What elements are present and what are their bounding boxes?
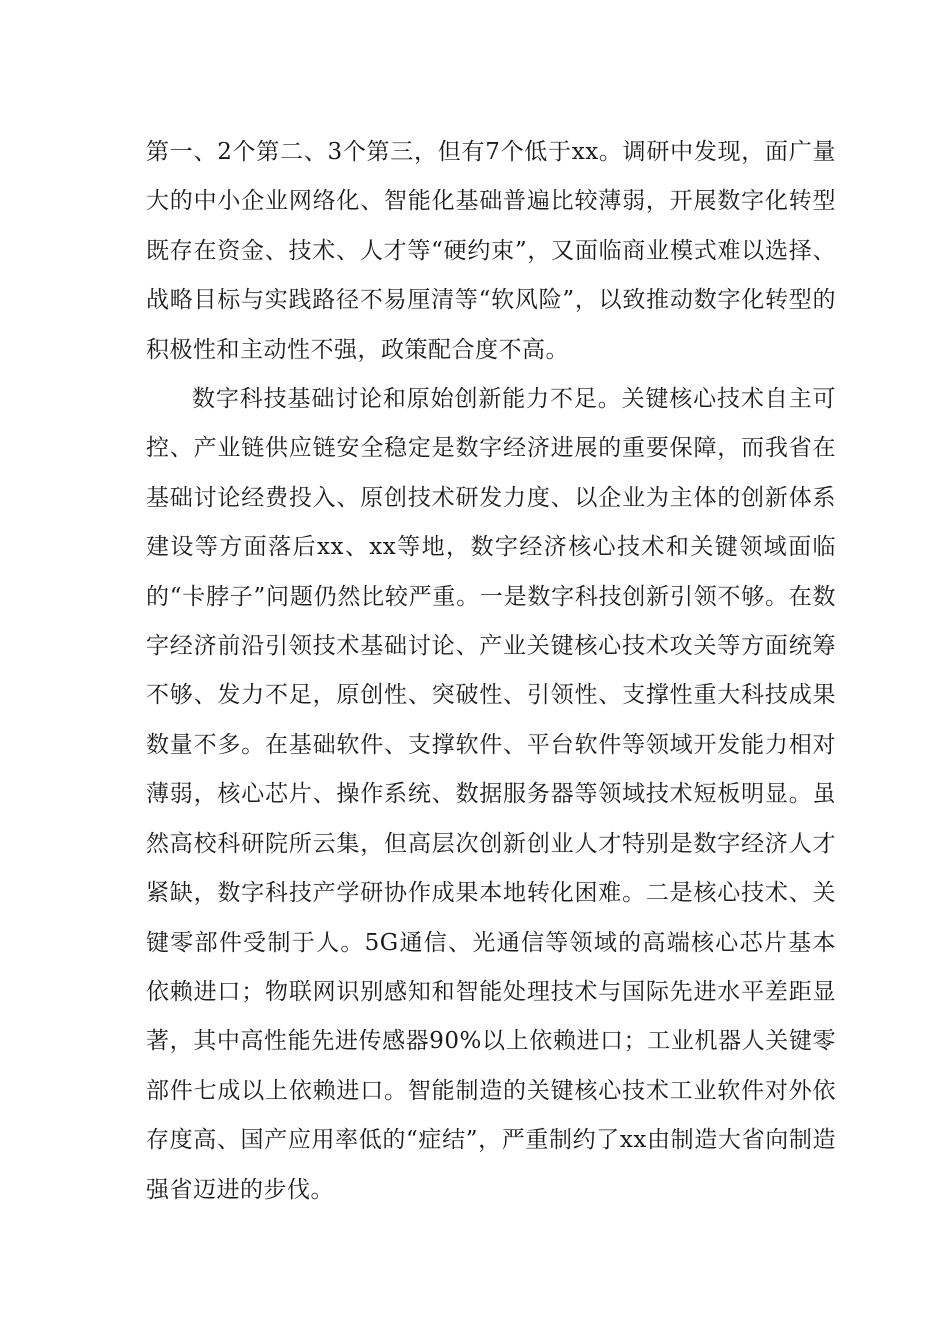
paragraph-1: 第一、2个第二、3个第三，但有7个低于xx。调研中发现，面广量大的中小企业网络化、智能化基础普遍比较薄弱，开展数字化转型既存在资金、技术、人才等“硬约束”，又面临商业模式难以选择、战略目标与实践路径不易厘清等“软风险”，以致推动数字化转型的积极性和主动性不强，政策配合度不高。 [146,139,836,363]
paragraph-2: 数字科技基础讨论和原始创新能力不足。关键核心技术自主可控、产业链供应链安全稳定是数字经济进展的重要保障，而我省在基础讨论经费投入、原创技术研发力度、以企业为主体的创新体系建设等方面落后xx、xx等地，数字经济核心技术和关键领域面临的“卡脖子”问题仍然比较严重。一是数字科技创新引领不够。在数字经济前沿引领技术基础讨论、产业关键核心技术攻关等方面统筹不够、发力不足，原创性、突破性、引领性、支撑性重大科技成果数量不多。在基础软件、支撑软件、平台软件等领域开发能力相对薄弱，核心芯片、操作系统、数据服务器等领域技术短板明显。虽然高校科研院所云集，但高层次创新创业人才特别是数字经济人才紧缺，数字科技产学研协作成果本地转化困难。二是核心技术、关键零部件受制于人。5G通信、光通信等领域的高端核心芯片基本依赖进口；物联网识别感知和智能处理技术与国际先进水平差距显著，其中高性能先进传感器90%以上依赖进口；工业机器人关键零部件七成以上依赖进口。智能制造的关键核心技术工业软件对外依存度高、国产应用率低的“症结”，严重制约了xx由制造大省向制造强省迈进的步伐。 [146,386,836,1203]
document-body [146,128,836,1215]
